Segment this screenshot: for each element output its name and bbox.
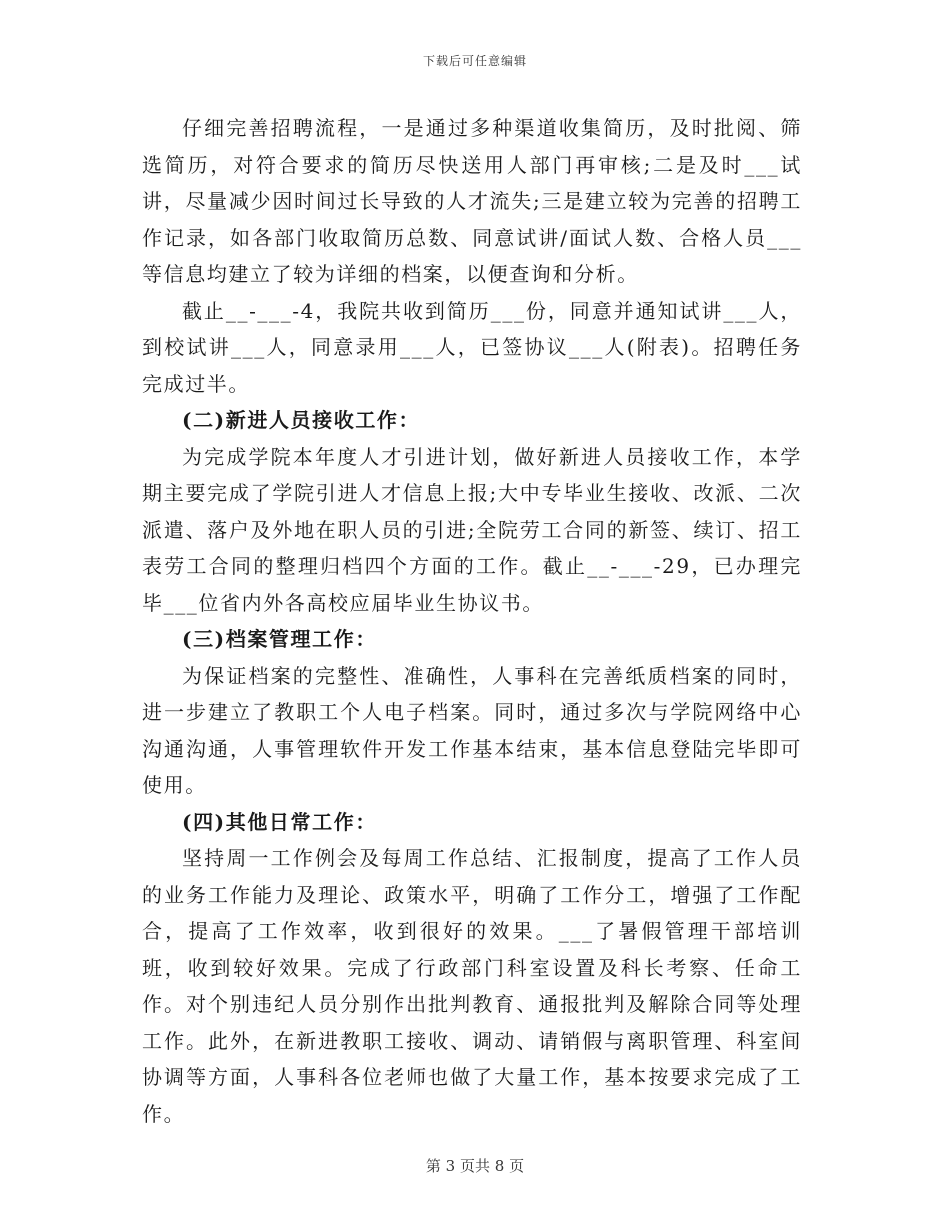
page-header-note: 下载后可任意编辑 [422, 54, 527, 68]
section-heading-new-staff: (二)新进人员接收工作： [182, 408, 421, 432]
section-heading-daily-work: (四)其他日常工作： [182, 809, 377, 834]
paragraph-new-staff: 为完成学院本年度人才引进计划，做好新进人员接收工作，本学期主要完成了学院引进人才信息上报;大中专毕业生接收、改派、二次派遣、落户及外地在职人员的引进;全院劳工合同的新签、续订、招工表劳工合同的整理归档四个方面的工作。截止__-___-29，已办理完毕___位省内外各高校应届毕业生协议书。 [142, 444, 802, 615]
document-body [142, 110, 802, 1132]
paragraph-daily-work: 坚持周一工作例会及每周工作总结、汇报制度，提高了工作人员的业务工作能力及理论、政策水平，明确了工作分工，增强了工作配合，提高了工作效率，收到很好的效果。___了暑假管理干部培训班，收到较好效果。完成了行政部门科室设置及科长考察、任命工作。对个别违纪人员分别作出批判教育、通报批判及解除合同等处理工作。此外，在新进教职工接收、调动、请销假与离职管理、科室间协调等方面，人事科各位老师也做了大量工作，基本按要求完成了工作。 [142, 846, 802, 1126]
section-heading-archives: (三)档案管理工作： [182, 627, 377, 651]
page-number: 第 3 页共 8 页 [425, 1157, 525, 1175]
paragraph-recruitment-stats: 截止__-___-4，我院共收到简历___份，同意并通知试讲___人，到校试讲___人，同意录用___人，已签协议___人(附表)。招聘任务完成过半。 [142, 298, 802, 396]
paragraph-archives: 为保证档案的完整性、准确性，人事科在完善纸质档案的同时，进一步建立了教职工个人电子档案。同时，通过多次与学院网络中心沟通沟通，人事管理软件开发工作基本结束，基本信息登陆完毕即可使用。 [142, 663, 802, 797]
paragraph-recruitment-process: 仔细完善招聘流程，一是通过多种渠道收集简历，及时批阅、筛选简历，对符合要求的简历尽快送用人部门再审核;二是及时___试讲，尽量减少因时间过长导致的人才流失;三是建立较为完善的招聘工作记录，如各部门收取简历总数、同意试讲/面试人数、合格人员___等信息均建立了较为详细的档案，以便查询和分析。 [142, 116, 802, 286]
